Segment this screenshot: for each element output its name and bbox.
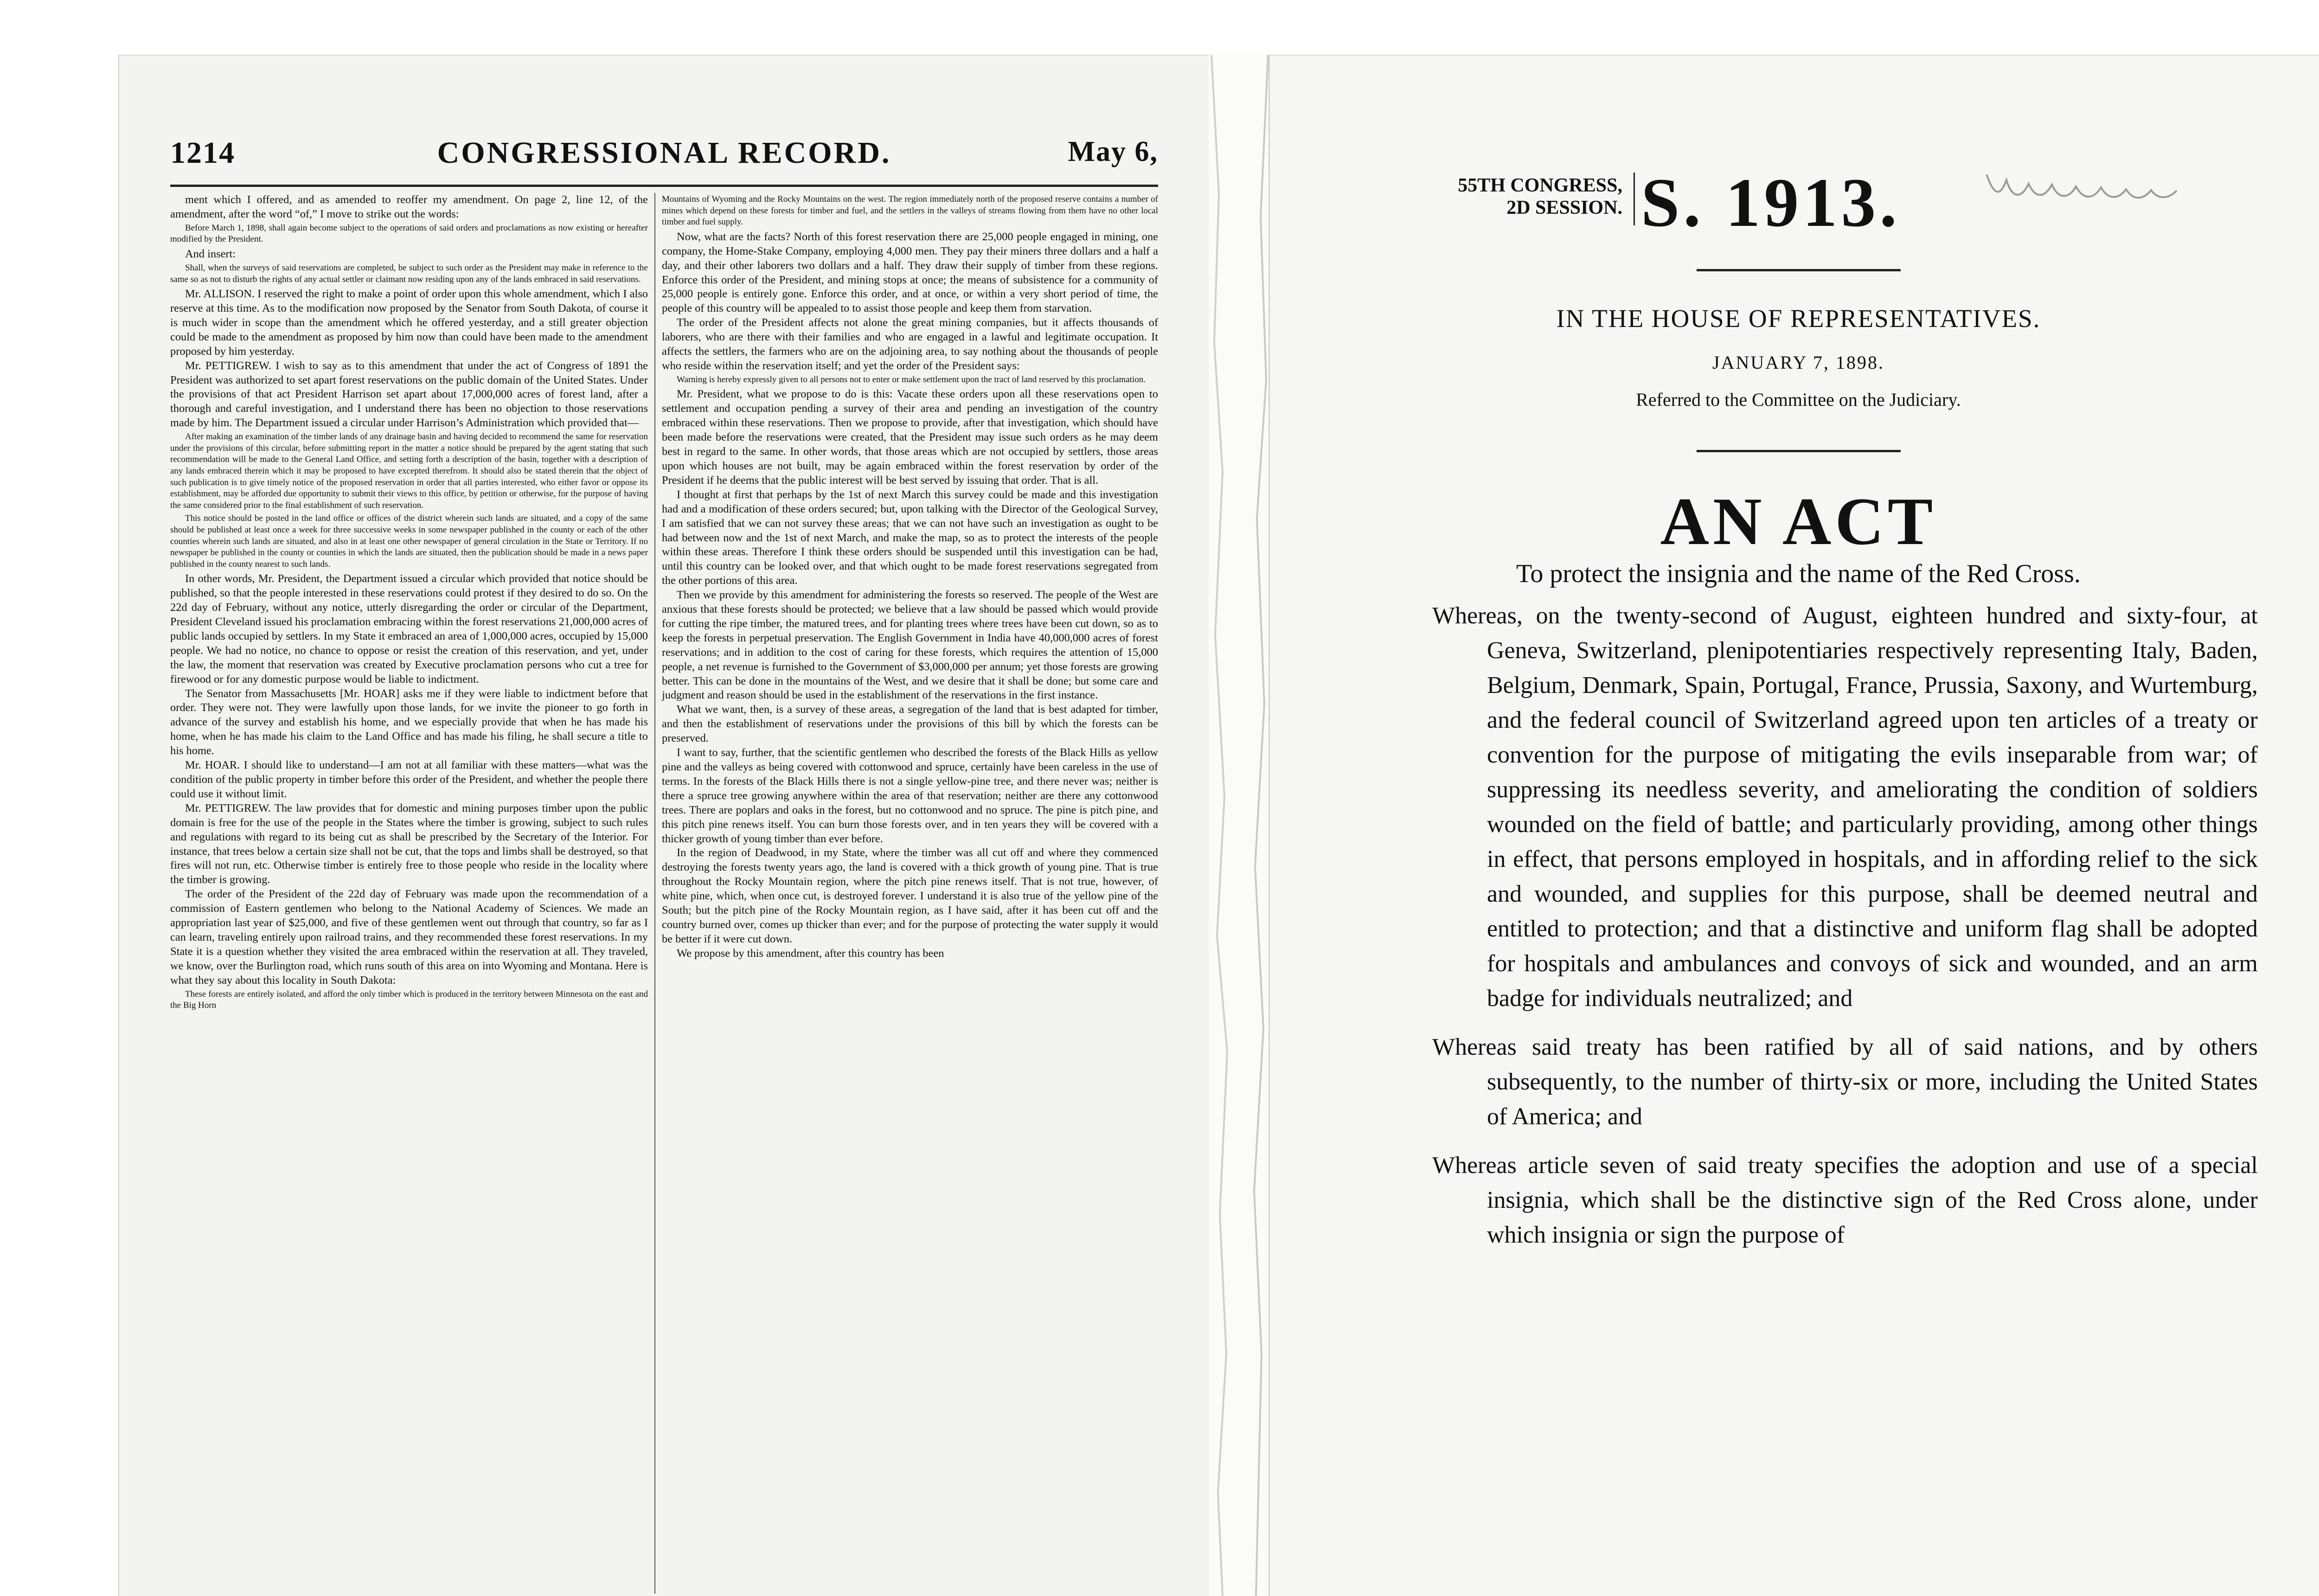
record-paragraph: Then we provide by this amendment for administering the forests so reserved. The people of the West are anxious that these forests should be protected; we believe that a law should be passed which would provide for cutting the ripe timber, the matured trees, and for planting trees where trees have been cut down, so as to keep the forests in perpetual preservation. The English Government in India have 40,000,000 acres of forest reservations; and in addition to the cost of caring for these forests, which requires the attention of 15,000 people, a net revenue is furnished to the Government of $3,000,000 per annum; yet those forests are growing better. This can be done in the mountains of the West, and we desire that it shall be done; but some care and judgment and reason should be used in the establishment of the reservations in the first instance.	[662, 589, 1158, 702]
congressional-record-page	[118, 55, 1211, 1596]
record-paragraph: After making an examination of the timber lands of any drainage basin and having decided to recommend the same for reservation under the provisions of this circular, before submitting report in the matter a notice should be prepared by the agent stating that such recommendation will be made to the General Land Office, and setting forth a description of the basin, together with a description of any lands embraced therein which it may be proposed to have excepted therefrom. It should also be stated therein that the object of such publication is to give timely notice of the proposed reservation in order that all parties interested, who either favor or oppose its establishment, may be afforded due opportunity to submit their views to this office, by petition or otherwise, for the purpose of having the same considered prior to the final establishment of such reservation.	[170, 432, 648, 510]
record-paragraph: And insert:	[185, 248, 236, 260]
header-rule	[170, 185, 1158, 187]
bill-date: JANUARY 7, 1898.	[1712, 352, 1884, 373]
record-paragraph: Warning is hereby expressly given to all persons not to enter or make settlement upon the tract of land reserved by this proclamation.	[677, 374, 1146, 385]
record-paragraph: Before March 1, 1898, shall again become subject to the operations of said orders and proclamations as now existing or hereafter modified by the President.	[170, 223, 648, 244]
record-paragraph: Mr. President, what we propose to do is this: Vacate these orders upon all these reservations open to settlement and occupation pending a survey of their area and pending an investigation of the country embraced within these reservations. Then we propose to provide, after that investigation, which should have been made before the reservations were created, that the President may issue such orders as he may deem best in regard to the same. In other words, that those areas which are not occupied by settlers, those areas upon which houses are not built, may be again embraced within the forest reservation by order of the President if he deems that the public interest will be best served by issuing that order. That is all.	[662, 388, 1158, 487]
act-heading: AN ACT	[1660, 484, 1937, 559]
act-purpose: To protect the insignia and the name of the Red Cross.	[1516, 559, 2081, 588]
record-paragraph: Mr. PETTIGREW. I wish to say as to this amendment that under the act of Congress of 1891 the President was authorized to set apart forest reservations on the public domain of the United States. Under the provisions of that act President Harrison set apart about 17,000,000 acres of forest land, after a thorough and careful investigation, and I understand there has been no objection to those reservations made by him. The Department issued a circular under Harrison’s Administration which provided that—	[170, 359, 648, 429]
congress-number: 55TH CONGRESS,	[1458, 175, 1622, 196]
session-number: 2D SESSION.	[1506, 197, 1622, 218]
record-paragraph: These forests are entirely isolated, and afford the only timber which is produced in the territory between Minnesota on the east and the Big Horn	[170, 989, 648, 1011]
congress-session	[1437, 174, 1622, 219]
column-divider	[654, 193, 655, 1594]
record-title: CONGRESSIONAL RECORD.	[437, 136, 891, 170]
record-paragraph: ment which I offered, and as amended to reoffer my amendment. On page 2, line 12, of the amendment, after the word “of,” I move to strike out the words:	[170, 193, 648, 220]
record-paragraph: Mountains of Wyoming and the Rocky Mountains on the west. The region immediately north of the proposed reserve contains a number of mines which depend on these forests for timber and fuel, and the settlers in the valleys of streams flowing from them have no other local timber and fuel supply.	[662, 194, 1158, 227]
record-column-2	[662, 193, 1158, 961]
record-paragraph: The Senator from Massachusetts [Mr. HOAR] asks me if they were liable to indictment before that order. They were not. They were lawfully upon those lands, for we invite the pioneer to go forth in advance of the survey and establish his home, and we especially provide that when he has made his home, when he has made his claim to the Land Office and has made his filing, he shall secure a title to his home.	[170, 687, 648, 757]
record-paragraph: This notice should be posted in the land office or offices of the district wherein such lands are situated, and a copy of the same should be published at least once a week for three successive weeks in some newspaper published in the county or each of the other counties wherein such lands are situated, and also in at least one other newspaper of general circulation in the State or Territory. If no newspaper be published in the county or counties in which the lands are situated, then the publication should be made in a news paper published in the county nearest to such lands.	[170, 513, 648, 569]
record-paragraph: The order of the President affects not alone the great mining companies, but it affects thousands of laborers, who are there with their families and who are engaged in a lawful and legitimate occupation. It affects the settlers, the farmers who are on the adjoining area, to say nothing about the thousands of people who reside within the reservation itself; and yet the order of the President says:	[662, 316, 1158, 372]
record-paragraph: In other words, Mr. President, the Department issued a circular which provided that notice should be published, so that the people interested in these reservations could protest if they desired to do so. On the 22d day of February, without any notice, utterly disregarding the order or circular of the Department, President Cleveland issued his proclamation embracing within the forest reservations 21,000,000 acres of public lands occupied by settlers. In my State it embraced an area of 1,000,000 acres, occupied by 15,000 people. We had no notice, no chance to oppose or resist the creation of this reservation, and yet, under the law, the moment that reservation was created by Executive proclamation persons who cut a tree for firewood or for any domestic purpose would be liable to indictment.	[170, 572, 648, 686]
record-paragraph: I thought at first that perhaps by the 1st of next March this survey could be made and this investigation had and a modification of these orders secured; but, upon talking with the Director of the Geological Survey, I am satisfied that we can not survey these areas; that we can not have such an investigation as ought to be had between now and the 1st of next March, and make the map, so as to protect the interests of the people within these areas. Therefore I think these orders should be suspended until this investigation can be had, until this country can be looked over, and that which ought to be made forest reservations segregated from the other portions of this area.	[662, 488, 1158, 587]
record-date: May 6,	[1068, 136, 1158, 167]
record-paragraph: The order of the President of the 22d day of February was made upon the recommendation of a commission of Eastern gentlemen who belong to the National Academy of Sciences. We made an appropriation last year of $25,000, and five of these gentlemen went out through that country, so far as I can learn, traveling entirely upon railroad trains, and they recommended these forest reservations. In my State it is a question whether they visited the area embraced within the reservation at all. They traveled, we know, over the Burlington road, which runs south of this area on into Wyoming and Montana. Here is what they say about this locality in South Dakota:	[170, 888, 648, 987]
torn-gap	[1209, 55, 1270, 1596]
whereas-clauses	[1432, 598, 2258, 1252]
pencil-annotation-icon	[1984, 166, 2179, 208]
rule-top	[1697, 269, 1901, 271]
record-paragraph: What we want, then, is a survey of these areas, a segregation of the land that is best adapted for timber, and then the establishment of reservations under the provisions of this bill by which the forests can be preserved.	[662, 703, 1158, 745]
record-paragraph: Mr. PETTIGREW. The law provides that for domestic and mining purposes timber upon the public domain is free for the use of the people in the States where the timber is growing, subject to such rules and regulations with regard to its being cut as shall be prescribed by the Secretary of the Interior. For instance, that trees below a certain size shall not be cut, that the tops and limbs shall be destroyed, so that fires will not run, etc. Otherwise timber is entirely free to those people who reside in the locality where the timber is growing.	[170, 801, 648, 886]
record-paragraph: Shall, when the surveys of said reservations are completed, be subject to such order as the President may make in reference to the same so as not to disturb the rights of any actual settler or claimant now residing upon any of the lands embraced in said reservations.	[170, 263, 648, 284]
whereas-clause: Whereas article seven of said treaty specifies the adoption and use of a special insignia, which shall be the distinctive sign of the Red Cross alone, under which insignia or sign the purpose of	[1432, 1152, 2258, 1248]
record-paragraph: I want to say, further, that the scientific gentlemen who described the forests of the Black Hills as yellow pine and the valleys as being covered with cottonwood and spruce, certainly have been careless in the use of terms. In the forests of the Black Hills there is not a single yellow-pine tree, and there never was; neither is there a spruce tree growing anywhere within the area of that reservation; neither are there any cottonwood trees. There are poplars and oaks in the forest, but no cottonwood and no spruce. The pine is pitch pine, and this pitch pine renews itself. You can burn those forests over, and in ten years they will be covered with a thicker growth of young timber than ever before.	[662, 746, 1158, 845]
session-brace	[1628, 173, 1635, 225]
whereas-clause: Whereas, on the twenty-second of August, eighteen hundred and sixty-four, at Geneva, Switzerland, plenipotentiaries respectively representing Italy, Baden, Belgium, Denmark, Spain, Portugal, France, Prussia, Saxony, and Wurtemburg, and the federal council of Switzerland agreed upon ten articles of a treaty or convention for the purpose of mitigating the evils inseparable from war; of suppressing its needless severity, and ameliorating the condition of soldiers wounded on the field of battle; and particularly providing, among other things in effect, that persons employed in hospitals, and in affording relief to the sick and wounded, and supplies for this purpose, shall be deemed neutral and entitled to protection; and that a distinctive and uniform flag shall be adopted for hospitals and ambulances and convoys of sick and wounded, and an arm badge for individuals neutralized; and	[1432, 603, 2258, 1012]
record-paragraph: We propose by this amendment, after this country has been	[677, 947, 944, 960]
record-paragraph: In the region of Deadwood, in my State, where the timber was all cut off and where they commenced destroying the forests twenty years ago, the land is covered with a thick growth of young pine. That is true throughout the Rocky Mountain region, where the pitch pine renews itself. That is not true, however, of white pine, which, when once cut, is destroyed forever. I understand it is also true of the yellow pine of the South; but the pitch pine of the Rocky Mountain region, as I have said, after it has been cut off and the country burned over, comes up thicker than ever; and for the purpose of protecting the water supply it would be better if it were cut down.	[662, 846, 1158, 945]
record-page-number: 1214	[170, 136, 235, 170]
rule-bottom	[1697, 450, 1901, 452]
bill-number: S. 1913.	[1641, 164, 1901, 241]
record-paragraph: Mr. ALLISON. I reserved the right to make a point of order upon this whole amendment, which I also reserve at this time. As to the modification now proposed by the Senator from South Dakota, of course it is much wider in scope than the amendment which he offered yesterday, and a still greater objection could be made to the amendment as proposed by him now than could have been made to the amendment proposed by him yesterday.	[170, 288, 648, 358]
record-column-1	[170, 193, 648, 1013]
bill-page	[1268, 55, 2319, 1596]
record-paragraph: Now, what are the facts? North of this forest reservation there are 25,000 people engaged in mining, one company, the Home-Stake Company, employing 4,000 men. They pay their miners three dollars and a half a day, and their other laborers two dollars and a half. They draw their supply of timber from these regions. Enforce this order of the President, and mining stops at once; the means of subsistence for a community of 25,000 people is entirely gone. Enforce this order, and at once, or within a very short period of time, the people of this country will be appealed to to assist those people and keep them from starvation.	[662, 230, 1158, 315]
chamber-heading: IN THE HOUSE OF REPRESENTATIVES.	[1556, 304, 2041, 333]
whereas-clause: Whereas said treaty has been ratified by all of said nations, and by others subsequently, to the number of thirty-six or more, including the United States of America; and	[1432, 1034, 2258, 1130]
record-header	[170, 135, 1158, 186]
record-paragraph: Mr. HOAR. I should like to understand—I am not at all familiar with these matters—what was the condition of the public property in timber before this order of the President, and whether the people there could use it without limit.	[170, 759, 648, 800]
referral-line: Referred to the Committee on the Judiciary.	[1636, 389, 1961, 410]
